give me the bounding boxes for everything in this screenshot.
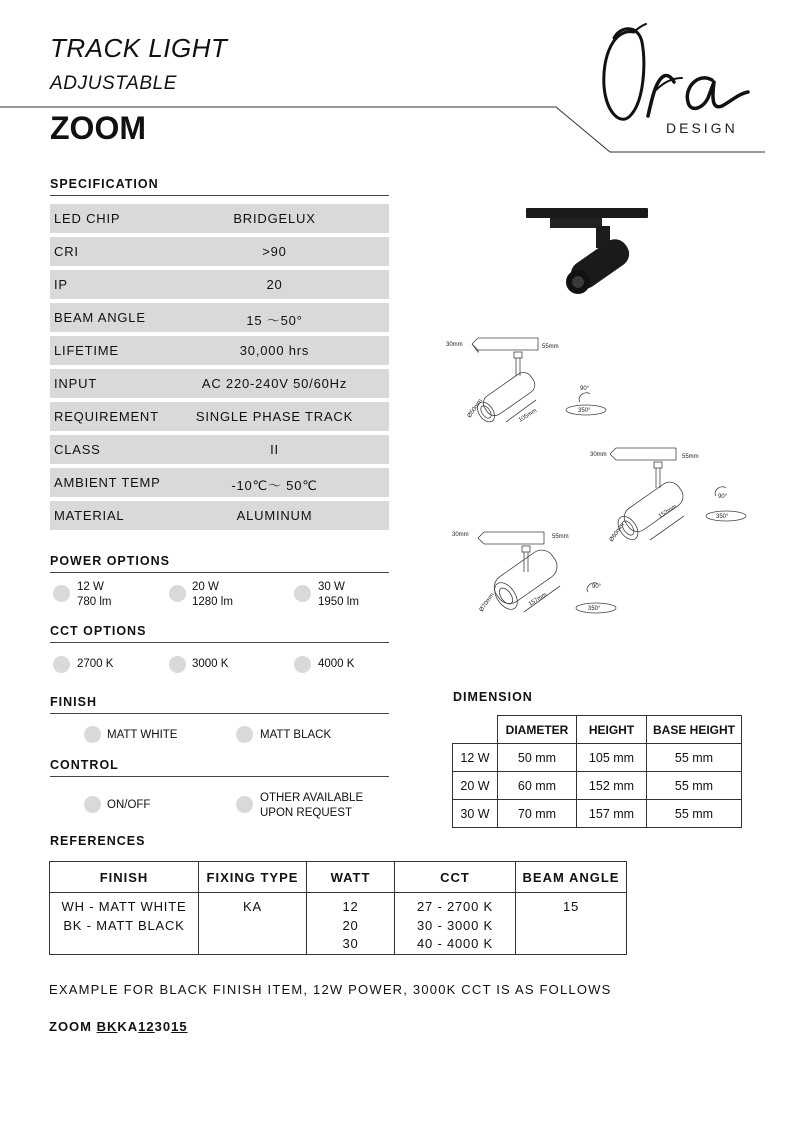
ref-finish-values: WH - MATT WHITE BK - MATT BLACK — [50, 893, 199, 955]
finish-rule — [50, 713, 389, 714]
finish-radio-matt-white[interactable] — [84, 726, 101, 743]
ref-cct-values: 27 - 2700 K 30 - 3000 K 40 - 4000 K — [395, 893, 516, 955]
drawing2-rot-v: 90° — [718, 494, 728, 500]
power-option-radio-20w[interactable] — [169, 585, 186, 602]
power-option-12w: 12 W 780 lm — [77, 581, 112, 608]
power-options-heading: POWER OPTIONS — [50, 554, 170, 568]
spec-label: AMBIENT TEMP — [54, 475, 161, 490]
cct-options-rule — [50, 642, 389, 643]
spec-label: IP — [54, 277, 68, 292]
drawing3-rot-v: 90° — [592, 584, 602, 590]
finish-heading: FINISH — [50, 695, 97, 709]
spec-value: SINGLE PHASE TRACK — [195, 409, 354, 424]
finish-radio-matt-black[interactable] — [236, 726, 253, 743]
drawing1-rot-h: 350° — [578, 408, 591, 414]
drawing2-track-height: 55mm — [682, 454, 699, 460]
references-table — [49, 861, 627, 955]
power-options-rule — [50, 572, 389, 573]
drawing3-track-height: 55mm — [552, 534, 569, 540]
control-heading: CONTROL — [50, 758, 119, 772]
ref-col-cct: CCT — [395, 862, 516, 893]
spec-row — [50, 468, 389, 497]
drawing3-rot-h: 350° — [588, 606, 601, 612]
spec-value: -10℃～ 50℃ — [231, 478, 318, 493]
spec-row — [50, 336, 389, 365]
spec-row — [50, 270, 389, 299]
cct-option-radio-3000[interactable] — [169, 656, 186, 673]
spec-label: CRI — [54, 244, 79, 259]
table-row: 20 W 60 mm 152 mm 55 mm — [453, 772, 742, 800]
references-heading: REFERENCES — [50, 834, 146, 848]
spec-row — [50, 303, 389, 332]
ref-col-watt: WATT — [307, 862, 395, 893]
spec-label: MATERIAL — [54, 508, 125, 523]
example-text: EXAMPLE FOR BLACK FINISH ITEM, 12W POWER, 3000K CCT IS AS FOLLOWS — [49, 982, 612, 997]
ref-beam-values: 15 — [516, 893, 627, 955]
spec-label: BEAM ANGLE — [54, 310, 146, 325]
drawing3-length: 157mm — [527, 592, 549, 608]
spec-value: >90 — [262, 244, 287, 259]
power-option-radio-12w[interactable] — [53, 585, 70, 602]
spec-value: ALUMINUM — [236, 508, 313, 523]
drawing2-length: 152mm — [657, 504, 679, 520]
spec-value: BRIDGELUX — [233, 211, 316, 226]
cct-option-2700: 2700 K — [77, 658, 114, 670]
power-option-30w: 30 W 1950 lm — [318, 581, 359, 608]
table-row: 30 W 70 mm 157 mm 55 mm — [453, 800, 742, 828]
finish-option-matt-black: MATT BLACK — [260, 729, 332, 741]
spec-row — [50, 237, 389, 266]
spec-value: II — [270, 442, 279, 457]
example-code: ZOOM BKKA123015 — [49, 1019, 188, 1034]
power-option-radio-30w[interactable] — [294, 585, 311, 602]
drawing2-track-width: 30mm — [590, 452, 607, 458]
ref-col-beam-angle: BEAM ANGLE — [516, 862, 627, 893]
logo-design-text: DESIGN — [666, 120, 738, 136]
ref-watt-values: 12 20 30 — [307, 893, 395, 955]
spec-row — [50, 402, 389, 431]
product-model: ZOOM — [50, 110, 146, 146]
ref-fixing-values: KA — [199, 893, 307, 955]
spec-label: REQUIREMENT — [54, 409, 159, 424]
spec-value: 20 — [266, 277, 283, 292]
spec-label: CLASS — [54, 442, 101, 457]
drawing1-track-height: 55mm — [542, 344, 559, 350]
ref-col-finish: FINISH — [50, 862, 199, 893]
drawing1-rot-v: 90° — [580, 386, 590, 392]
spec-row — [50, 501, 389, 530]
control-option-onoff: ON/OFF — [107, 799, 151, 811]
drawing3-track-width: 30mm — [452, 532, 469, 538]
table-row: 12 W 50 mm 105 mm 55 mm — [453, 744, 742, 772]
cct-option-radio-2700[interactable] — [53, 656, 70, 673]
specification-heading: SPECIFICATION — [50, 177, 159, 191]
spec-label: LIFETIME — [54, 343, 119, 358]
spec-label: INPUT — [54, 376, 97, 391]
product-subtitle: ADJUSTABLE — [50, 73, 178, 94]
drawing3-diameter: Ø70mm — [478, 592, 496, 614]
drawing1-track-width: 30mm — [446, 342, 463, 348]
logo-ora-mark — [590, 20, 770, 125]
cct-option-4000: 4000 K — [318, 658, 355, 670]
spec-value: 15 ～50° — [246, 313, 303, 328]
drawing2-diameter: Ø60mm — [608, 522, 626, 544]
drawing2-rot-h: 350° — [716, 514, 729, 520]
dimension-col-diameter: DIAMETER — [498, 716, 577, 744]
spec-row — [50, 369, 389, 398]
technical-drawings — [440, 330, 770, 630]
spec-value: AC 220-240V 50/60Hz — [201, 376, 348, 391]
power-option-20w: 20 W 1280 lm — [192, 581, 233, 608]
drawing1-diameter: Ø50mm — [466, 398, 484, 420]
product-photo — [520, 200, 655, 305]
spec-value: 30,000 hrs — [239, 343, 310, 358]
cct-options-heading: CCT OPTIONS — [50, 624, 147, 638]
dimension-col-height: HEIGHT — [577, 716, 647, 744]
finish-option-matt-white: MATT WHITE — [107, 729, 178, 741]
product-category: TRACK LIGHT — [50, 33, 228, 63]
control-radio-other[interactable] — [236, 796, 253, 813]
table-row — [50, 893, 627, 955]
cct-option-radio-4000[interactable] — [294, 656, 311, 673]
cct-option-3000: 3000 K — [192, 658, 229, 670]
ref-col-fixing-type: FIXING TYPE — [199, 862, 307, 893]
control-radio-onoff[interactable] — [84, 796, 101, 813]
dimension-table — [452, 715, 742, 828]
specification-rule — [50, 195, 389, 196]
spec-label: LED CHIP — [54, 211, 121, 226]
spec-row — [50, 204, 389, 233]
control-rule — [50, 776, 389, 777]
control-option-other: OTHER AVAILABLE UPON REQUEST — [260, 792, 364, 819]
drawing1-length: 105mm — [517, 408, 539, 424]
dimension-heading: DIMENSION — [453, 690, 533, 704]
dimension-col-base-height: BASE HEIGHT — [647, 716, 742, 744]
drawing-30w — [478, 532, 616, 613]
spec-row — [50, 435, 389, 464]
